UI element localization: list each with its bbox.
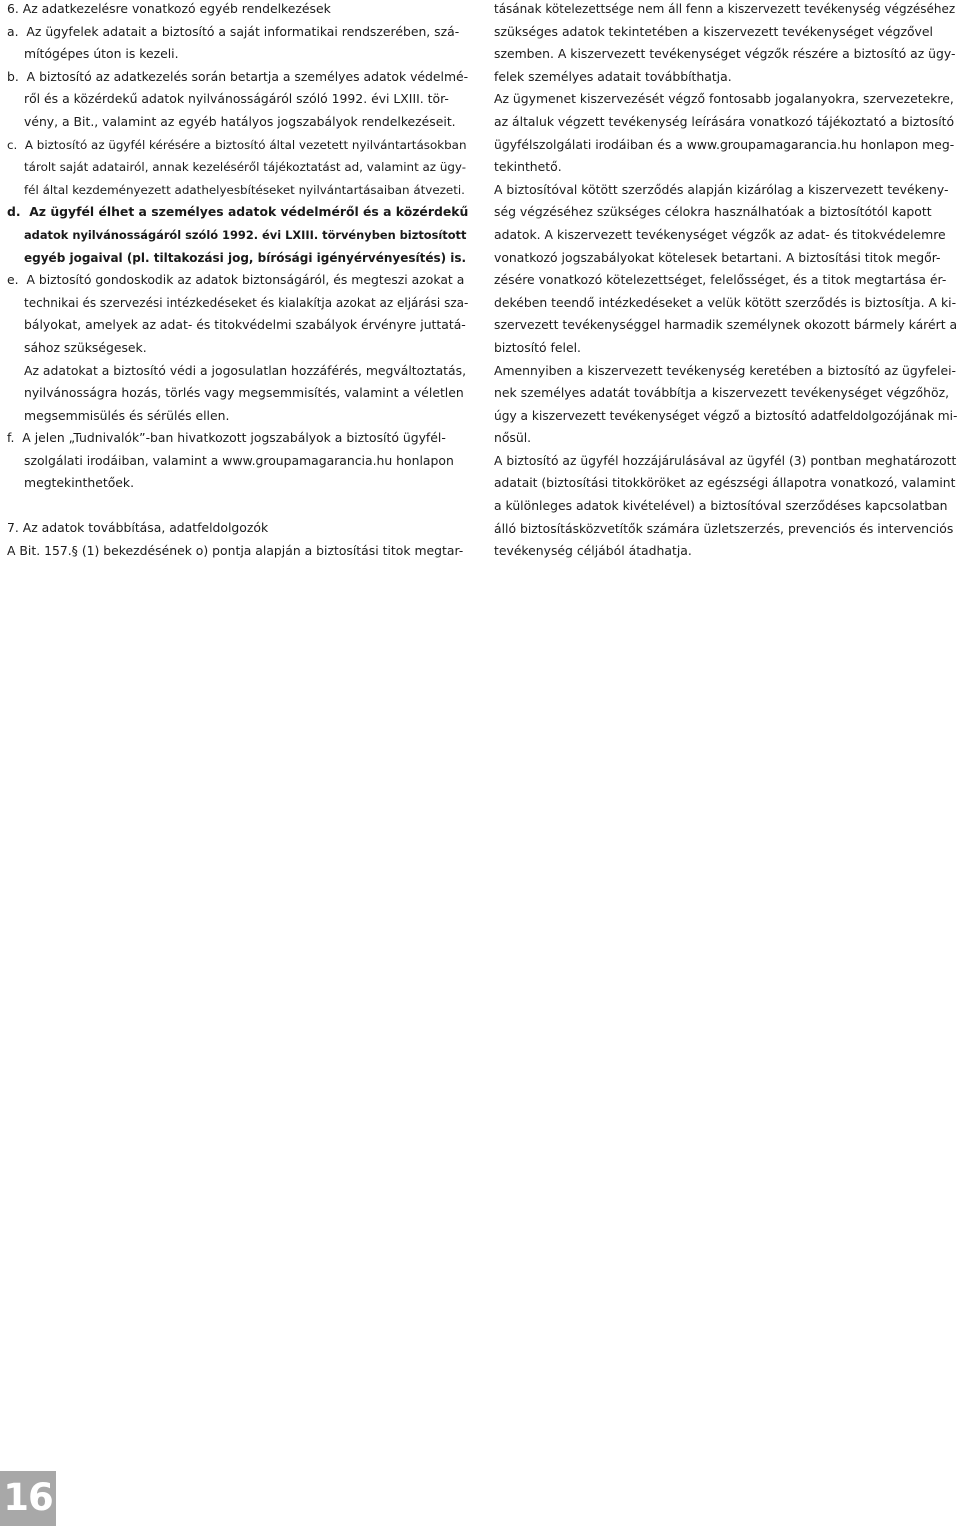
right-line-3: szemben. A kiszervezett tevékenységet végzők részére a biztosító az ügy- xyxy=(494,46,956,62)
right-line-14: dekében teendő intézkedéseket a velük kötött szerződés is biztosítja. A ki- xyxy=(494,294,957,310)
right-line-25: tevékenység céljából átadhatja. xyxy=(494,543,692,559)
right-line-13: zésére vonatkozó kötelezettséget, felelősséget, és a titok megtartása ér- xyxy=(494,272,947,288)
right-line-4: felek személyes adatait továbbíthatja. xyxy=(494,68,732,84)
right-line-8: tekinthető. xyxy=(494,159,562,175)
item-e-line-4: sához szükségesek. xyxy=(24,339,147,355)
right-line-21: A biztosító az ügyfél hozzájárulásával az ügyfél (3) pontban meghatározott xyxy=(494,453,957,468)
item-e-line-5: Az adatokat a biztosító védi a jogosulatlan hozzáférés, megváltoztatás, xyxy=(24,362,467,378)
page-number: 16 xyxy=(3,1476,53,1520)
item-b-line-2: ről és a közérdekű adatok nyilvánosságáról szóló 1992. évi LXIII. tör- xyxy=(24,91,449,107)
right-line-5: Az ügymenet kiszervezését végző fontosabb jogalanyokra, szervezetekre, xyxy=(494,91,954,107)
item-b-line-1: b. A biztosító az adatkezelés során betartja a személyes adatok védelmé- xyxy=(7,68,469,84)
section-7-paragraph-line-1: A Bit. 157.§ (1) bekezdésének o) pontja alapján a biztosítási titok megtar- xyxy=(7,542,464,558)
right-line-24: álló biztosításközvetítők számára üzletszerzés, prevenciós és intervenciós xyxy=(494,520,954,536)
item-f-line-3: megtekinthetőek. xyxy=(24,475,135,491)
right-line-9: A biztosítóval kötött szerződés alapján kizárólag a kiszervezett tevékeny- xyxy=(494,181,949,197)
item-a-line-1: a. Az ügyfelek adatait a biztosító a saját informatikai rendszerében, szá- xyxy=(7,23,460,39)
item-e-line-1: e. A biztosító gondoskodik az adatok biztonságáról, és megteszi azokat a xyxy=(7,272,465,288)
right-line-20: nősül. xyxy=(494,430,532,446)
right-line-10: ség végzéséhez szükséges célokra használhatóak a biztosítótól kapott xyxy=(494,204,932,220)
right-line-12: vonatkozó jogszabályokat kötelesek betartani. A biztosítási titok megőr- xyxy=(494,249,941,265)
right-column xyxy=(494,0,958,563)
right-line-19: úgy a kiszervezett tevékenységet végző a biztosító adatfeldolgozójának mi- xyxy=(494,408,958,423)
item-e-line-2: technikai és szervezési intézkedéseket és kialakítja azokat az eljárási sza- xyxy=(24,295,469,310)
item-f-line-1: f. A jelen „Tudnivalók”-ban hivatkozott jogszabályok a biztosító ügyfél- xyxy=(7,430,446,446)
right-line-7: ügyfélszolgálati irodáiban és a www.groupamagarancia.hu honlapon meg- xyxy=(494,136,955,152)
item-c-line-3: fél által kezdeményezett adathelyesbítéseket nyilvántartásaiban átvezeti. xyxy=(24,182,465,197)
item-b-line-3: vény, a Bit., valamint az egyéb hatályos jogszabályok rendelkezéseit. xyxy=(24,113,456,129)
item-d-line-3: egyéb jogaival (pl. tiltakozási jog, bírósági igényérvényesítés) is. xyxy=(24,250,467,265)
right-line-6: az általuk végzett tevékenység leírására vonatkozó tájékoztató a biztosító xyxy=(494,113,955,129)
right-line-17: Amennyiben a kiszervezett tevékenység keretében a biztosító az ügyfelei- xyxy=(494,362,957,378)
right-line-16: biztosító felel. xyxy=(494,339,581,355)
item-f-line-2: szolgálati irodáiban, valamint a www.groupamagarancia.hu honlapon xyxy=(24,452,454,468)
right-line-18: nek személyes adatát továbbítja a kiszervezett tevékenységet végzőhöz, xyxy=(494,385,950,401)
right-line-1: tásának kötelezettsége nem áll fenn a kiszervezett tevékenység végzéséhez xyxy=(494,2,956,16)
item-e-line-7: megsemmisülés és sérülés ellen. xyxy=(24,407,230,423)
item-c-line-2: tárolt saját adatairól, annak kezeléséről tájékoztatást ad, valamint az ügy- xyxy=(24,160,467,175)
item-e-line-3: bályokat, amelyek az adat- és titokvédelmi szabályok érvényre juttatá- xyxy=(24,317,466,333)
right-line-22: adatait (biztosítási titokköröket az egészségi állapotra vonatkozó, valamint xyxy=(494,476,956,491)
section-7-heading: 7. Az adatok továbbítása, adatfeldolgozók xyxy=(7,520,269,536)
item-d-line-2: adatok nyilvánosságáról szóló 1992. évi LXIII. törvényben biztosított xyxy=(24,227,467,242)
right-line-23: a különleges adatok kivételével) a biztosítóval szerződéses kapcsolatban xyxy=(494,498,948,514)
page-number-box xyxy=(0,1471,56,1526)
item-e-line-6: nyilvánosságra hozás, törlés vagy megsemmisítés, valamint a véletlen xyxy=(24,385,464,401)
left-column xyxy=(7,0,468,562)
right-line-15: szervezett tevékenységgel harmadik személynek okozott bármely kárért a xyxy=(494,317,958,333)
item-a-line-2: mítógépes úton is kezeli. xyxy=(24,46,179,62)
section-6-heading: 6. Az adatkezelésre vonatkozó egyéb rendelkezések xyxy=(7,1,331,16)
item-d-line-1: d. Az ügyfél élhet a személyes adatok védelméről és a közérdekű xyxy=(7,204,469,220)
item-c-line-1: c. A biztosító az ügyfél kérésére a biztosító által vezetett nyilvántartásokban xyxy=(7,137,467,152)
right-line-11: adatok. A kiszervezett tevékenységet végzők az adat- és titokvédelemre xyxy=(494,226,946,242)
right-line-2: szükséges adatok tekintetében a kiszervezett tevékenységet végzővel xyxy=(494,23,933,39)
